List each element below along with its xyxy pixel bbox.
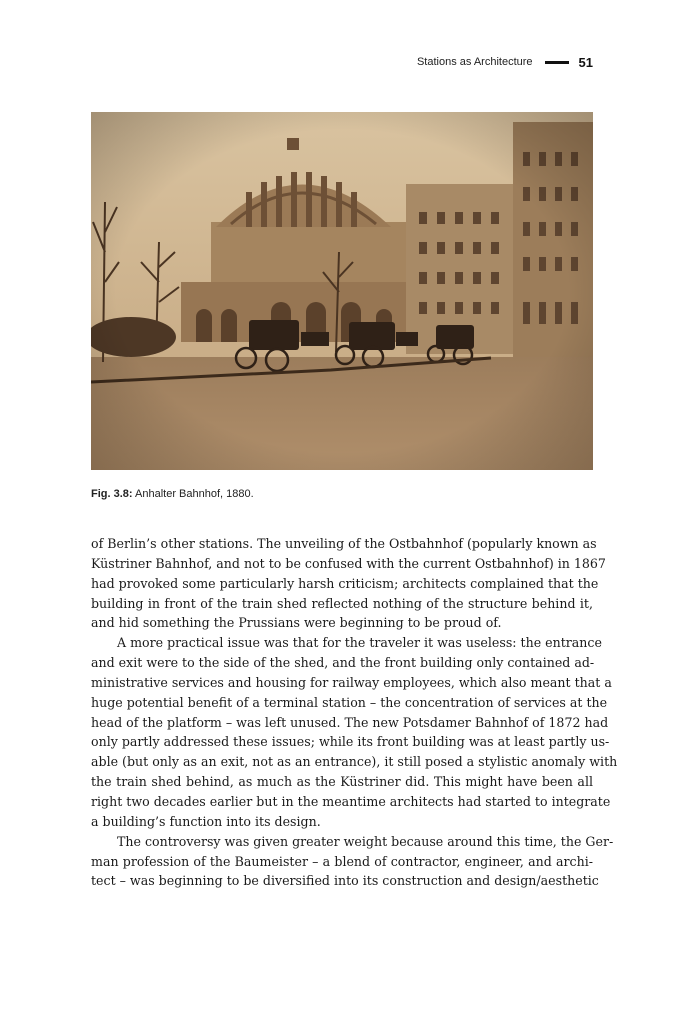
- text-line: huge potential benefit of a terminal station – the concentration of services at the: [91, 694, 608, 710]
- text-line: Küstriner Bahnhof, and not to be confused with the current Ostbahnhof) in 1867: [91, 555, 606, 571]
- figure-caption-text: Anhalter Bahnhof, 1880.: [135, 488, 254, 500]
- body-text: [91, 534, 618, 891]
- text-line: and hid something the Prussians were beginning to be proud of.: [91, 615, 502, 631]
- figure-label: Fig. 3.8:: [91, 488, 133, 500]
- header-rule: [545, 61, 569, 64]
- text-line: A more practical issue was that for the traveler it was useless: the entrance: [117, 635, 602, 651]
- text-line: and exit were to the side of the shed, and the front building only contained ad-: [91, 655, 595, 671]
- page-number: 51: [578, 54, 593, 70]
- figure-caption: [91, 488, 593, 500]
- text-line: tect – was beginning to be diversified into its construction and design/aesthetic: [91, 873, 599, 889]
- text-line: a building’s function into its design.: [91, 813, 321, 829]
- text-line: only partly addressed these issues; while its front building was at least partly us-: [91, 734, 610, 750]
- text-line: the train shed behind, as much as the Küstriner did. This might have been all: [91, 774, 593, 790]
- paragraph-1: [91, 534, 606, 633]
- text-line: had provoked some particularly harsh criticism; architects complained that the: [91, 575, 599, 591]
- text-line: The controversy was given greater weight because around this time, the Ger-: [117, 833, 614, 849]
- running-title: Stations as Architecture: [416, 56, 533, 68]
- running-header: [91, 52, 593, 72]
- paragraph-3: [91, 832, 614, 892]
- text-line: right two decades earlier but in the meantime architects had started to integrate: [91, 793, 611, 809]
- text-line: of Berlin’s other stations. The unveiling of the Ostbahnhof (popularly known as: [91, 536, 597, 551]
- text-line: man profession of the Baumeister – a blend of contractor, engineer, and archi-: [91, 853, 593, 869]
- text-line: able (but only as an exit, not as an entrance), it still posed a stylistic anomaly with: [91, 754, 618, 770]
- text-line: ministrative services and housing for railway employees, which also meant that a: [91, 674, 612, 690]
- figure-photo: [91, 112, 593, 470]
- text-line: head of the platform – was left unused. The new Potsdamer Bahnhof of 1872 had: [91, 714, 609, 730]
- text-line: building in front of the train shed reflected nothing of the structure behind it,: [91, 595, 593, 611]
- paragraph-2: [91, 633, 618, 831]
